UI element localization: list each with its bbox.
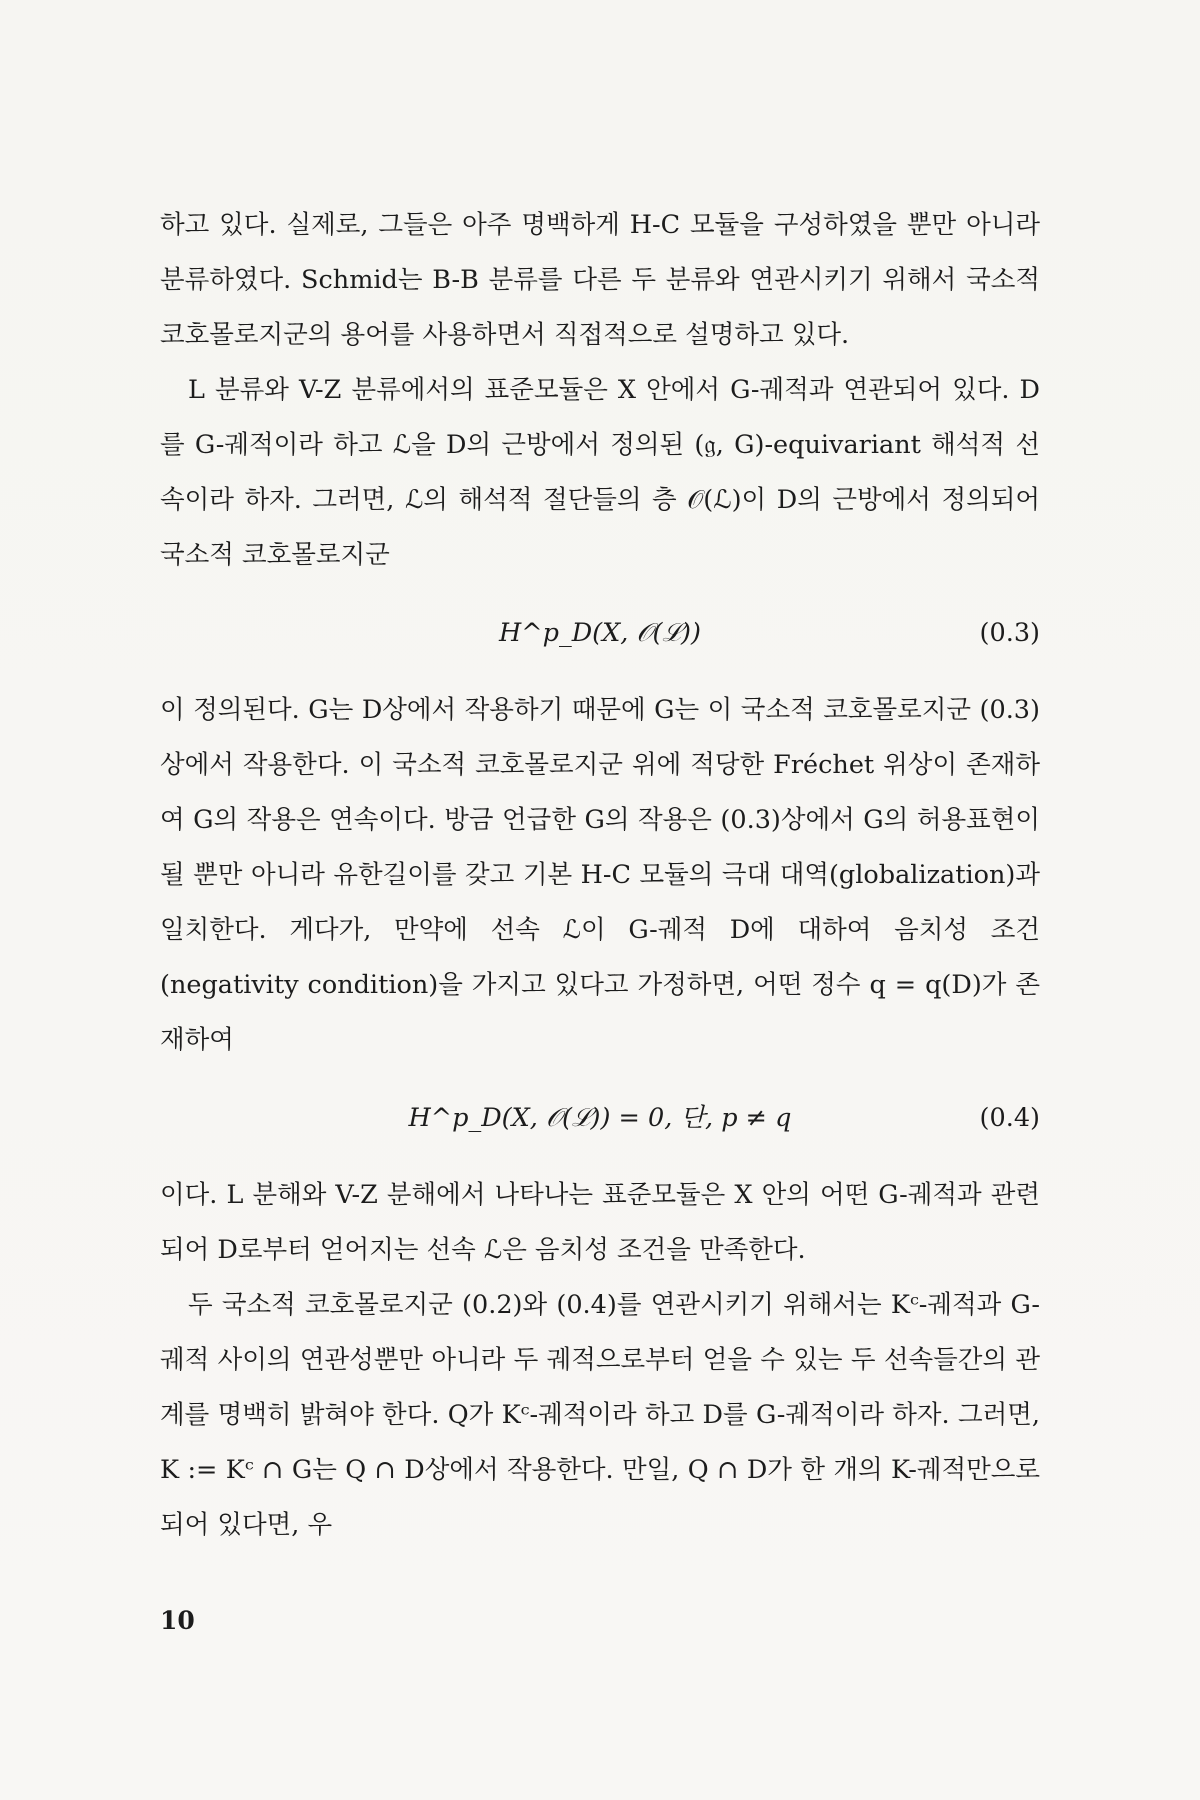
equation-expression: H^p_D(X, 𝒪(ℒ)) = 0, 단, p ≠ q: [408, 1103, 792, 1133]
paragraph-2: L 분류와 V-Z 분류에서의 표준모듈은 X 안에서 G-궤적과 연관되어 있다. D를 G-궤적이라 하고 ℒ을 D의 근방에서 정의된 (𝔤, G)-equivariant 해석적 선속이라 하자. 그러면, ℒ의 해석적 절단들의 층 𝒪(ℒ)이 D의 근방에서 정의되어 국소적 코호몰로지군: [160, 375, 1040, 570]
paragraph-4: 이다. L 분해와 V-Z 분해에서 나타나는 표준모듈은 X 안의 어떤 G-궤적과 관련되어 D로부터 얻어지는 선속 ℒ은 음치성 조건을 만족한다.: [160, 1180, 1040, 1265]
paragraph-5: 두 국소적 코호몰로지군 (0.2)와 (0.4)를 연관시키기 위해서는 Kᶜ-궤적과 G-궤적 사이의 연관성뿐만 아니라 두 궤적으로부터 얻을 수 있는 두 선속들간의 관계를 명백히 밝혀야 한다. Q가 Kᶜ-궤적이라 하고 D를 G-궤적이라 하자. 그러면, K := Kᶜ ∩ G는 Q ∩ D상에서 작용한다. 만일, Q ∩ D가 한 개의 K-궤적만으로 되어 있다면, 우: [160, 1290, 1040, 1540]
body-text: [160, 198, 1040, 1553]
page-number: 10: [160, 1606, 195, 1635]
equation-0-4: [160, 1068, 1040, 1168]
equation-0-3: [160, 583, 1040, 683]
paragraph-3: 이 정의된다. G는 D상에서 작용하기 때문에 G는 이 국소적 코호몰로지군 (0.3)상에서 작용한다. 이 국소적 코호몰로지군 위에 적당한 Fréchet 위상이 존재하여 G의 작용은 연속이다. 방금 언급한 G의 작용은 (0.3)상에서 G의 허용표현이 될 뿐만 아니라 유한길이를 갖고 기본 H-C 모듈의 극대 대역(globalization)과 일치한다. 게다가, 만약에 선속 ℒ이 G-궤적 D에 대하여 음치성 조건(negativity condition)을 가지고 있다고 가정하면, 어떤 정수 q = q(D)가 존재하여: [160, 695, 1040, 1055]
equation-number: (0.3): [979, 618, 1040, 648]
equation-expression: H^p_D(X, 𝒪(ℒ)): [499, 618, 701, 648]
equation-number: (0.4): [979, 1103, 1040, 1133]
paragraph-1: 하고 있다. 실제로, 그들은 아주 명백하게 H-C 모듈을 구성하였을 뿐만 아니라 분류하였다. Schmid는 B-B 분류를 다른 두 분류와 연관시키기 위해서 국소적 코호몰로지군의 용어를 사용하면서 직접적으로 설명하고 있다.: [160, 210, 1040, 350]
